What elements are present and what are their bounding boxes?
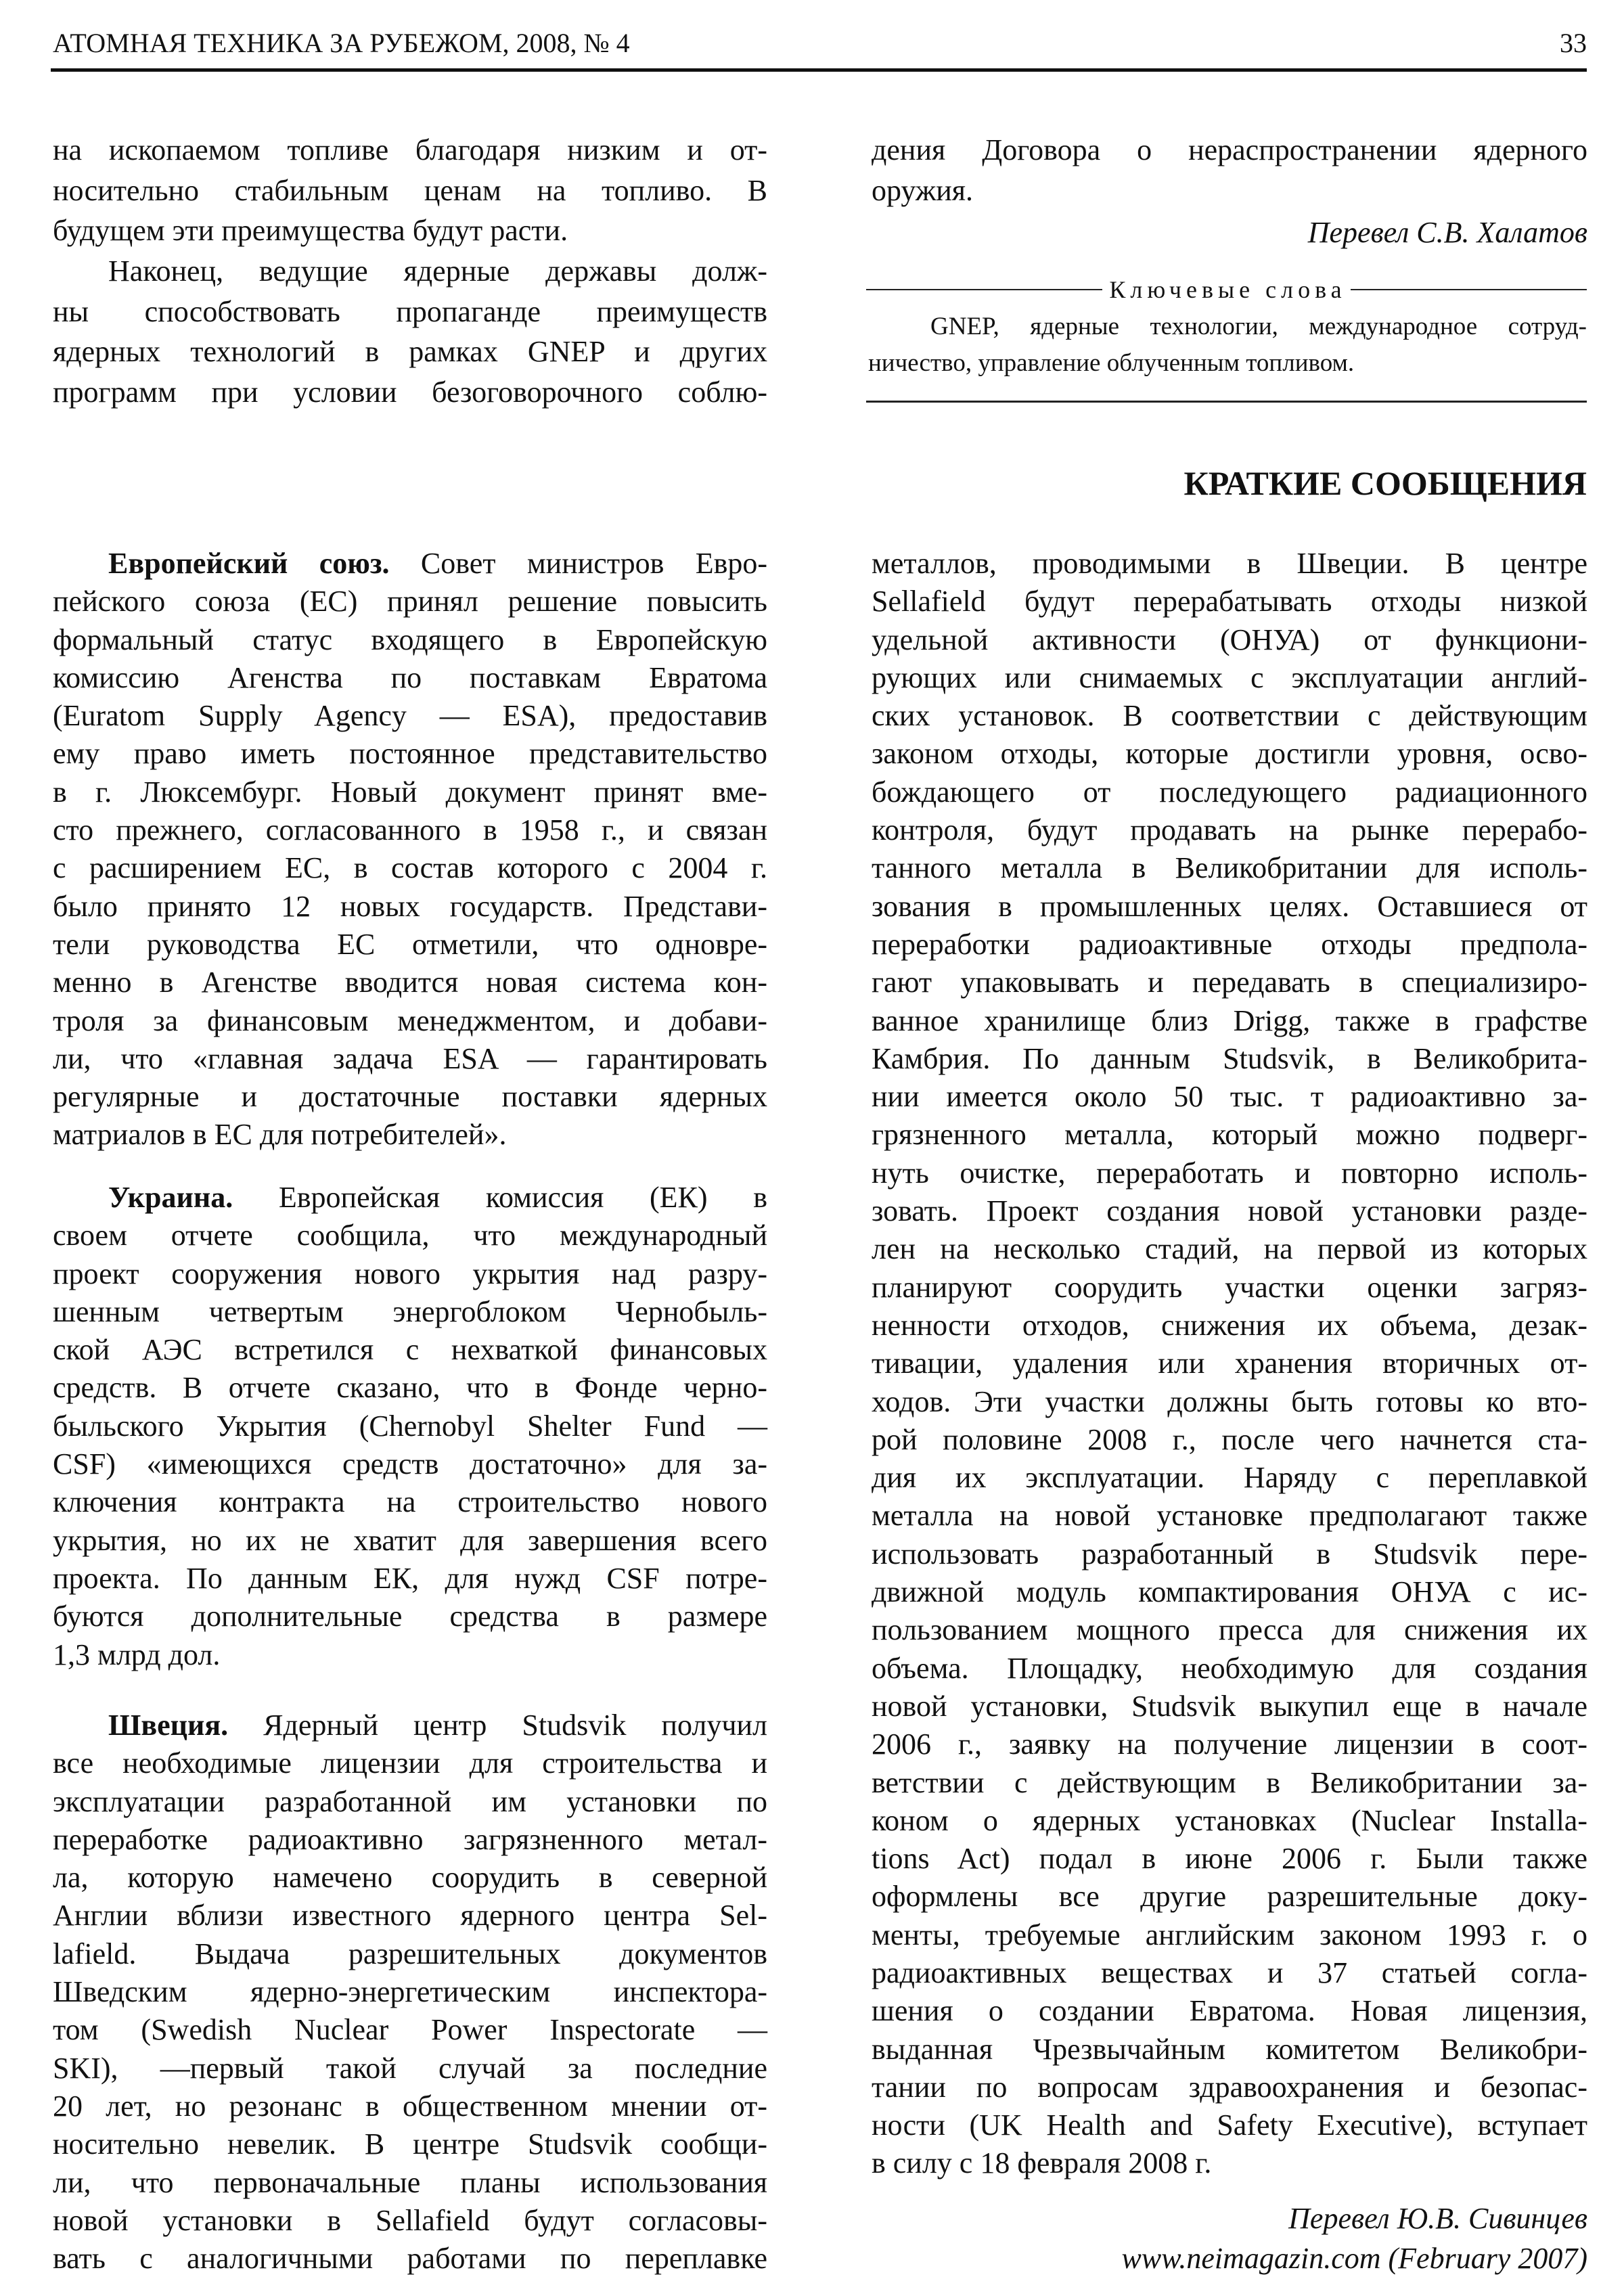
keywords-heading: [866, 274, 1587, 305]
text-line: ненности отходов, снижения их объема, дезак-: [872, 1308, 1587, 1342]
text-line: SKI), —первый такой случай за последние: [53, 2051, 767, 2085]
text-line: средств. В отчете сказано, что в Фонде черно-: [53, 1371, 767, 1405]
text-line: металлов, проводимыми в Швеции. В центре: [872, 547, 1587, 580]
text-line: новой установки, Studsvik выкупил еще в начале: [872, 1689, 1587, 1723]
text-line: на ископаемом топливе благодаря низким и от-: [53, 133, 767, 166]
text-line: ядерных технологий в рамках GNEP и других: [53, 335, 767, 369]
text-line: зования в промышленных целях. Оставшиеся от: [872, 889, 1587, 923]
text-line: лен на несколько стадий, на первой из которых: [872, 1232, 1587, 1266]
text-line: в силу с 18 февраля 2008 г.: [872, 2146, 1212, 2180]
text-line: комиссию Агенства по поставкам Евратома: [53, 660, 767, 694]
header-rule: [51, 68, 1587, 72]
paragraph-npt-continuation: [872, 130, 1587, 210]
text-line: программ при условии безоговорочного соблю-: [53, 375, 767, 409]
text-line: пользованием мощного пресса для снижения их: [872, 1613, 1587, 1647]
text-line: регулярные и достаточные поставки ядерных: [53, 1080, 767, 1114]
line-text: Совет министров Евро-: [389, 547, 768, 580]
keywords-line: ничество, управление облученным топливом.: [868, 349, 1355, 377]
text-line: быльского Укрытия (Chernobyl Shelter Fund —: [53, 1409, 767, 1443]
text-line: Шведским ядерно-энергетическим инспектора-: [53, 1975, 767, 2009]
news-sweden-continued: [872, 545, 1587, 2183]
text-line: шенным четвертым энергоблоком Чернобыль-: [53, 1294, 767, 1328]
text-line: буются дополнительные средства в размере: [53, 1600, 767, 1633]
text-line: планируют соорудить участки оценки загряз-: [872, 1270, 1587, 1304]
text-line: ла, которую намечено соорудить в северной: [53, 1861, 767, 1895]
text-line: ских установок. В соответствии с действующим: [872, 699, 1587, 733]
text-line: своем отчете сообщила, что международный: [53, 1219, 767, 1252]
text-line: выданная Чрезвычайным комитетом Великобри-: [872, 2032, 1587, 2066]
text-line: рой половине 2008 г., после чего начнется ста-: [872, 1422, 1587, 1456]
text-line: носительно стабильным ценам на топливо. В: [53, 173, 767, 207]
text-line: объема. Площадку, необходимую для создания: [872, 1651, 1587, 1685]
text-line: проекта. По данным ЕК, для нужд CSF потре-: [53, 1561, 767, 1595]
text-line: 20 лет, но резонанс в общественном мнении от-: [53, 2089, 767, 2123]
text-line: переработке радиоактивно загрязненного метал-: [53, 1822, 767, 1856]
text-line: дения Договора о нераспространении ядерного: [872, 133, 1587, 166]
text-line: грязненного металла, который можно подверг-: [872, 1118, 1587, 1152]
text-line: 1,3 млрд дол.: [53, 1638, 221, 1671]
text-line: ему право иметь постоянное представительство: [53, 737, 767, 771]
line-text: Европейская комиссия (ЕК) в: [233, 1181, 767, 1214]
keywords-list: [868, 309, 1587, 382]
page-number: 33: [1560, 28, 1587, 58]
text-line: ны способствовать пропаганде преимуществ: [53, 294, 767, 328]
text-line: tions Act) подал в июне 2006 г. Были также: [872, 1842, 1587, 1876]
text-line: Камбрия. По данным Studsvik, в Великобрита-: [872, 1041, 1587, 1075]
text-line: сто прежнего, согласованного в 1958 г., и связан: [53, 813, 767, 847]
text-line: тании по вопросам здравоохранения и безопас-: [872, 2070, 1587, 2104]
text-line: [53, 545, 767, 583]
text-line: эксплуатации разработанной им установки по: [53, 1784, 767, 1818]
source-citation: www.neimagazin.com (February 2007): [1121, 2242, 1587, 2275]
news-european-union: [53, 545, 767, 1154]
text-line: укрытия, но их не хватит для завершения всего: [53, 1523, 767, 1557]
text-line: формальный статус входящего в Европейскую: [53, 623, 767, 656]
text-line: удельной активности (ОНУА) от функциони-: [872, 623, 1587, 656]
text-line: CSF) «имеющихся средств достаточно» для за-: [53, 1447, 767, 1481]
text-line: [53, 1179, 767, 1217]
text-line: было принято 12 новых государств. Представи-: [53, 889, 767, 923]
translator-credit: Перевел С.В. Халатов: [1307, 216, 1587, 249]
text-line: зовать. Проект создания новой установки разде-: [872, 1194, 1587, 1228]
text-line: менты, требуемые английским законом 1993 г. о: [872, 1918, 1587, 1951]
text-line: носительно невелик. В центре Studsvik сообщи-: [53, 2127, 767, 2161]
text-line: ветствии с действующим в Великобритании за-: [872, 1765, 1587, 1799]
text-line: ности (UK Health and Safety Executive), вступает: [872, 2108, 1587, 2142]
keywords-rule-left: [866, 289, 1102, 290]
text-line: ходов. Эти участки должны быть готовы ко вто-: [872, 1384, 1587, 1418]
text-line: троля за финансовым менеджментом, и добави-: [53, 1003, 767, 1037]
text-line: танного металла в Великобритании для исполь-: [872, 851, 1587, 885]
text-line: матриалов в ЕС для потребителей».: [53, 1118, 507, 1152]
keywords-heading-text: Ключевые слова: [1109, 276, 1347, 303]
paragraph-lead: Швеция.: [108, 1709, 229, 1742]
text-line: рующих или снимаемых с эксплуатации англий-: [872, 660, 1587, 694]
news-ukraine: [53, 1179, 767, 1674]
text-line: ключения контракта на строительство нового: [53, 1485, 767, 1519]
keywords-line: GNEP, ядерные технологии, международное сотруд-: [930, 313, 1587, 340]
text-line: нии имеется около 50 тыс. т радиоактивно за-: [872, 1080, 1587, 1114]
paragraph-gnep-promotion: [53, 251, 767, 412]
text-line: Sellafield будут перерабатывать отходы низкой: [872, 585, 1587, 618]
text-line: тели руководства ЕС отметили, что одновре-: [53, 927, 767, 961]
text-line: коном о ядерных установках (Nuclear Installa-: [872, 1803, 1587, 1837]
text-line: металла на новой установке предполагают также: [872, 1499, 1587, 1533]
text-line: гают упаковывать и передавать в специализиро-: [872, 966, 1587, 999]
text-line: Англии вблизи известного ядерного центра Sel-: [53, 1899, 767, 1933]
text-line: контроля, будут продавать на рынке перерабо-: [872, 813, 1587, 847]
text-line: [53, 1707, 767, 1744]
line-text: Ядерный центр Studsvik получил: [228, 1709, 767, 1742]
text-line: все необходимые лицензии для строительства и: [53, 1746, 767, 1780]
text-line: с расширением ЕС, в состав которого с 2004 г.: [53, 851, 767, 885]
keywords-rule-right: [1351, 289, 1587, 290]
text-line: оформлены все другие разрешительные доку-: [872, 1880, 1587, 1914]
section-title: КРАТКИЕ СООБЩЕНИЯ: [1183, 464, 1587, 502]
paragraph-lead: Украина.: [108, 1181, 233, 1214]
text-line: ли, что «главная задача ESA — гарантировать: [53, 1041, 767, 1075]
text-line: законом отходы, которые достигли уровня, осво-: [872, 737, 1587, 771]
text-line: бождающего от последующего радиационного: [872, 775, 1587, 809]
text-line: пейского союза (ЕС) принял решение повысить: [53, 585, 767, 618]
text-line: ванное хранилище близ Drigg, также в графстве: [872, 1003, 1587, 1037]
text-line: нуть очистке, переработать и повторно исполь-: [872, 1156, 1587, 1190]
paragraph-lead: Европейский союз.: [108, 547, 390, 580]
text-line: том (Swedish Nuclear Power Inspectorate —: [53, 2013, 767, 2047]
keywords-bottom-rule: [866, 401, 1587, 403]
text-line: новой установки в Sellafield будут согласовы-: [53, 2203, 767, 2237]
text-line: ли, что первоначальные планы использования: [53, 2165, 767, 2199]
paragraph-fossil-fuel: [53, 130, 767, 251]
text-line: в г. Люксембург. Новый документ принят вме-: [53, 775, 767, 809]
text-line: переработки радиоактивные отходы предпола-: [872, 927, 1587, 961]
text-line: шения о создании Евратома. Новая лицензия,: [872, 1994, 1587, 2028]
text-line: 2006 г., заявку на получение лицензии в соот-: [872, 1727, 1587, 1761]
text-line: движной модуль компактирования ОНУА с ис-: [872, 1575, 1587, 1609]
text-line: ской АЭС встретился с нехваткой финансовых: [53, 1333, 767, 1367]
text-line: использовать разработанный в Studsvik пере-: [872, 1537, 1587, 1571]
news-sweden: [53, 1707, 767, 2278]
text-line: тивации, удаления или хранения вторичных от-: [872, 1347, 1587, 1380]
text-line: радиоактивных веществах и 37 статьей согла-: [872, 1956, 1587, 1989]
text-line: оружия.: [872, 173, 974, 207]
text-line: будущем эти преимущества будут расти.: [53, 214, 568, 248]
journal-running-header: АТОМНАЯ ТЕХНИКА ЗА РУБЕЖОМ, 2008, № 4: [53, 28, 630, 58]
text-line: (Euratom Supply Agency — ESA), предоставив: [53, 699, 767, 733]
text-line: lafield. Выдача разрешительных документов: [53, 1937, 767, 1970]
text-line: менно в Агенстве вводится новая система кон-: [53, 966, 767, 999]
text-line: вать с аналогичными работами по переплавке: [53, 2242, 767, 2276]
text-line: проект сооружения нового укрытия над разру-: [53, 1257, 767, 1290]
translator-credit-2: Перевел Ю.В. Сивинцев: [1288, 2202, 1587, 2235]
text-line: Наконец, ведущие ядерные державы долж-: [108, 254, 767, 288]
text-line: дия их эксплуатации. Наряду с переплавкой: [872, 1461, 1587, 1495]
